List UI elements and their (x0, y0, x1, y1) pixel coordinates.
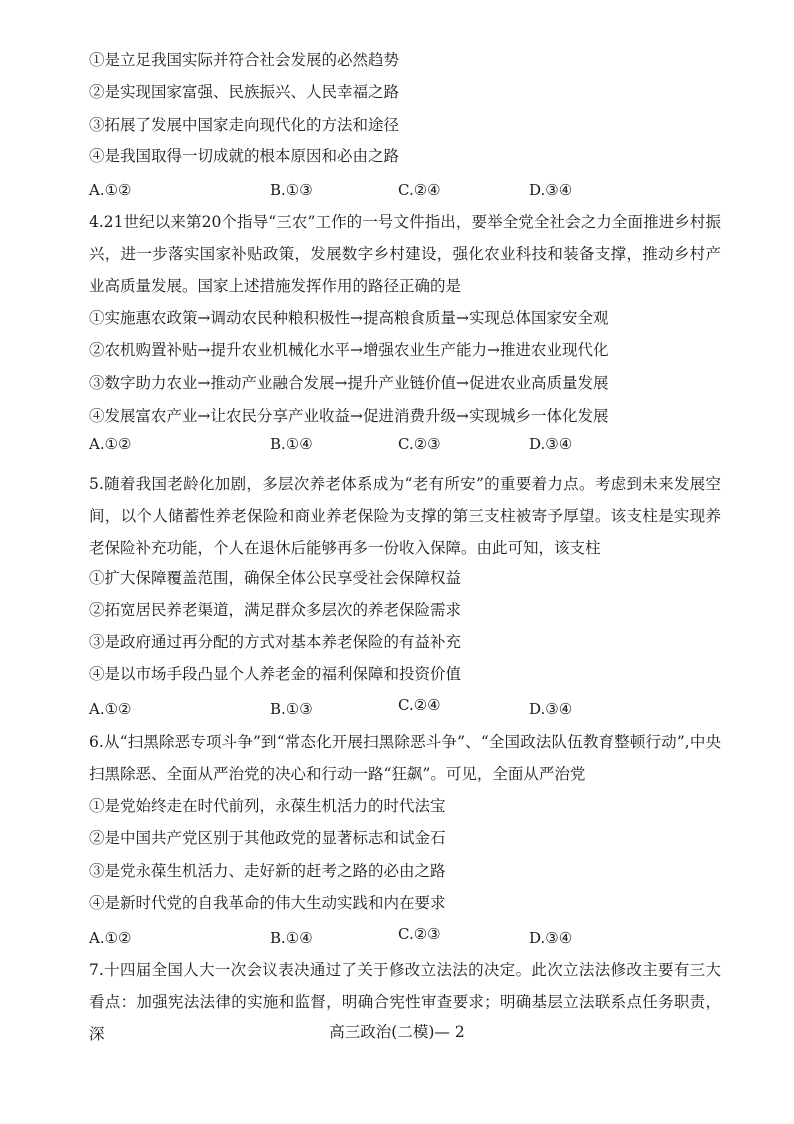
q6-answer-d: D.③④ (529, 929, 573, 947)
q4-answer-d: D.③④ (529, 435, 573, 453)
q3-option-2: ②是实现国家富强、民族振兴、人民幸福之路 (89, 83, 400, 101)
q4-stem: 4.21世纪以来第20个指导“三农”工作的一号文件指出，要举全党全社会之力全面推进乡村振兴，进一步落实国家补贴政策，发展数字乡村建设，强化农业科技和装备支撑，推动乡村产业高质量发展。国家上述措施发挥作用的路径正确的是 (89, 213, 721, 295)
q5-answer-b: B.①③ (270, 700, 313, 718)
q3-answer-d: D.③④ (529, 181, 573, 199)
q3-option-4: ④是我国取得一切成就的根本原因和必由之路 (89, 147, 400, 165)
q6-stem: 6.从“扫黑除恶专项斗争”到“常态化开展扫黑除恶斗争”、“全国政法队伍教育整顿行动”,中央扫黑除恶、全面从严治党的决心和行动一路“狂飙”。可见，全面从严治党 (89, 733, 721, 783)
q4-answer-c: C.②③ (398, 435, 441, 453)
q3-answer-b: B.①③ (270, 181, 313, 199)
q5-answer-a: A.①② (89, 700, 132, 718)
q4-option-3: ③数字助力农业→推动产业融合发展→提升产业链价值→促进农业高质量发展 (89, 374, 609, 392)
q3-option-3: ③拓展了发展中国家走向现代化的方法和途径 (89, 116, 400, 134)
q5-option-3: ③是政府通过再分配的方式对基本养老保险的有益补充 (89, 633, 462, 651)
q3-option-1: ①是立足我国实际并符合社会发展的必然趋势 (89, 51, 400, 69)
q5-stem: 5.随着我国老龄化加剧，多层次养老体系成为“老有所安”的重要着力点。考虑到未来发展空间，以个人储蓄性养老保险和商业养老保险为支撑的第三支柱被寄予厚望。该支柱是实现养老保险补充功能，个人在退休后能够再多一份收入保障。由此可知，该支柱 (89, 475, 721, 557)
q7-stem: 7.十四届全国人大一次会议表决通过了关于修改立法法的决定。此次立法法修改主要有三大看点：加强宪法法律的实施和监督，明确合宪性审查要求；明确基层立法联系点任务职责，深 (89, 961, 721, 1043)
q5-answer-c: C.②④ (398, 696, 441, 714)
q6-option-3: ③是党永葆生机活力、走好新的赶考之路的必由之路 (89, 862, 446, 880)
q5-option-4: ④是以市场手段凸显个人养老金的福利保障和投资价值 (89, 665, 462, 683)
q5-option-2: ②拓宽居民养老渠道，满足群众多层次的养老保险需求 (89, 601, 462, 619)
q4-answer-a: A.①② (89, 435, 132, 453)
page-footer: 高三政治(二模)— 2 (329, 1023, 465, 1041)
q6-answer-a: A.①② (89, 929, 132, 947)
q5-answer-d: D.③④ (529, 700, 573, 718)
q3-answer-a: A.①② (89, 181, 132, 199)
q6-answer-c: C.②③ (398, 925, 441, 943)
q4-option-1: ①实施惠农政策→调动农民种粮积极性→提高粮食质量→实现总体国家安全观 (89, 309, 609, 327)
q6-option-4: ④是新时代党的自我革命的伟大生动实践和内在要求 (89, 894, 446, 912)
q6-option-1: ①是党始终走在时代前列，永葆生机活力的时代法宝 (89, 797, 446, 815)
q6-option-2: ②是中国共产党区别于其他政党的显著标志和试金石 (89, 829, 446, 847)
q5-option-1: ①扩大保障覆盖范围，确保全体公民享受社会保障权益 (89, 569, 462, 587)
q6-answer-b: B.①④ (270, 929, 313, 947)
q4-option-2: ②农机购置补贴→提升农业机械化水平→增强农业生产能力→推进农业现代化 (89, 341, 609, 359)
q4-option-4: ④发展富农产业→让农民分享产业收益→促进消费升级→实现城乡一体化发展 (89, 407, 609, 425)
q3-answer-c: C.②④ (398, 181, 441, 199)
q4-answer-b: B.①④ (270, 435, 313, 453)
